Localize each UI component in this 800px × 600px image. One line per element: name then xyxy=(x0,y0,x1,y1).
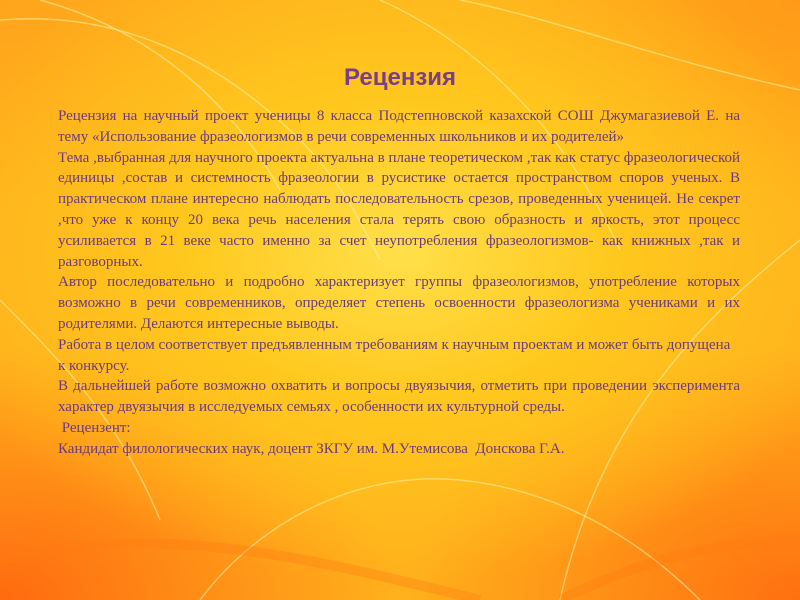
paragraph-conclusion: Работа в целом соответствует предъявленным требованиям к научным проектам и может быть допущена к конкурсу. xyxy=(58,336,731,374)
paragraph-intro: Рецензия на научный проект ученицы 8 класса Подстепновской казахской СОШ Джумагазиевой Е. на тему «Использование фразеологизмов в речи современных школьников и их родителей» xyxy=(58,108,740,145)
reviewer-name: Кандидат филологических наук, доцент ЗКГУ им. М.Утемисова Донскова Г.А. xyxy=(58,440,565,457)
page-title: Рецензия xyxy=(343,64,457,91)
paragraph-future-work: В дальнейшей работе возможно охватить и вопросы двуязычия, отметить при проведении эксперимента характер двуязычия в исследуемых семьях , особенности их культурной среды. xyxy=(58,378,740,416)
paragraph-author: Автор последовательно и подробно характеризует группы фразеологизмов, употребление которых возможно в речи современников, определяет степень освоенности фразеологизма учениками и их родителями. Делаются интересные выводы. xyxy=(58,274,740,332)
paragraph-topic: Тема ,выбранная для научного проекта актуальна в плане теоретическом ,так как статус фразеологической единицы ,состав и системность фразеологии в русистике остается пространством споров ученых. В практическом плане интересно наблюдать последовательность срезов, проведенных ученицей. Не секрет ,что уже к концу 20 века речь населения стала терять свою образность и яркость, этот процесс усиливается в 21 веке часто именно за счет неупотребления фразеологизмов- как книжных ,так и разговорных. xyxy=(58,149,740,270)
reviewer-label: Рецензент: xyxy=(58,419,131,436)
review-text xyxy=(58,106,740,460)
